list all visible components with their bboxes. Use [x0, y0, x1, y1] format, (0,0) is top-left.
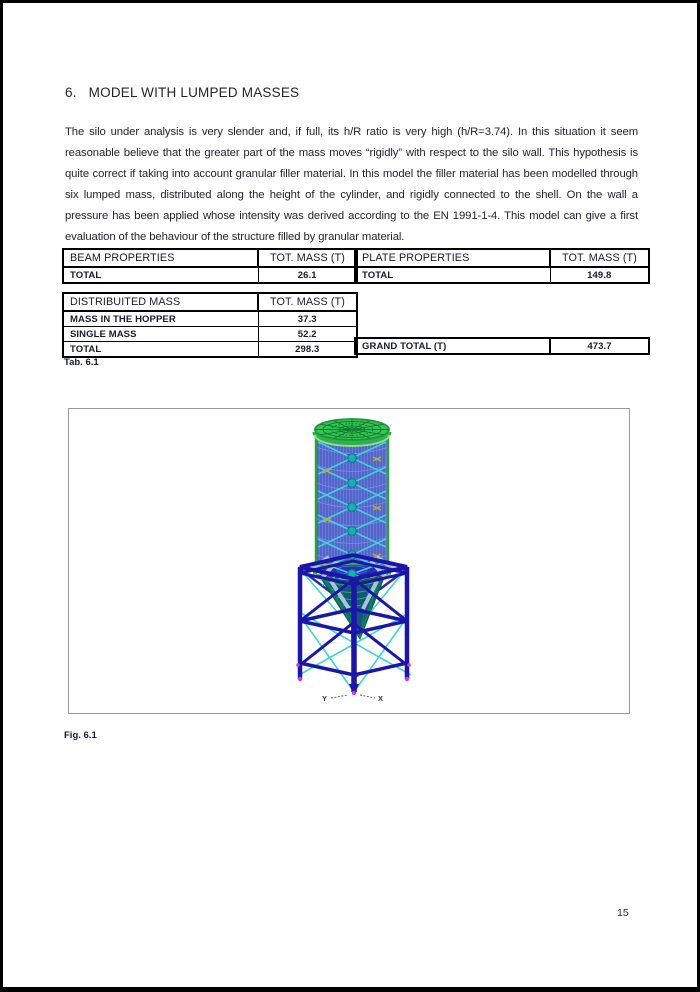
plate-total-value: 149.8: [550, 267, 649, 283]
dist-total-label: TOTAL: [63, 342, 258, 358]
figure-6-1-frame: [68, 408, 630, 714]
table-row: [355, 267, 649, 283]
section-heading: [65, 85, 299, 100]
axis-z-label: z: [356, 673, 359, 679]
table-row: [63, 311, 357, 327]
dist-total-value: 298.3: [258, 342, 357, 358]
beam-table-header-name: BEAM PROPERTIES: [63, 249, 258, 267]
plate-table-header-name: PLATE PROPERTIES: [355, 249, 550, 267]
beam-properties-table: [62, 248, 358, 284]
plate-table-header-mass: TOT. MASS (T): [550, 249, 649, 267]
figure-caption: Fig. 6.1: [64, 730, 97, 741]
beam-table-header-mass: TOT. MASS (T): [258, 249, 357, 267]
dist-hopper-label: MASS IN THE HOPPER: [63, 311, 258, 327]
dist-single-value: 52.2: [258, 327, 357, 342]
dist-hopper-value: 37.3: [258, 311, 357, 327]
table-row: [355, 338, 649, 354]
section-title: MODEL WITH LUMPED MASSES: [88, 85, 300, 100]
silo-fem-model-figure: [69, 409, 629, 713]
grand-total-value: 473.7: [550, 338, 649, 354]
table-caption: Tab. 6.1: [64, 357, 99, 368]
axis-x-label: X: [378, 694, 384, 703]
table-row: [63, 342, 357, 358]
beam-total-value: 26.1: [258, 267, 357, 283]
table-row: [63, 267, 357, 283]
dist-table-header-mass: TOT. MASS (T): [258, 293, 357, 311]
body-paragraph: The silo under analysis is very slender and, if full, its h/R ratio is very high (h/R=3.74). In this situation it seem reasonable believe that the greater part of the mass moves “rigidly” with respect to the silo wall. This hypothesis is quite correct if taking into account granular filler material. In this model the filler material has been modelled through six lumped mass, distributed along the height of the cylinder, and rigidly connected to the shell. On the wall a pressure has been applied whose intensity was derived according to the EN 1991-1-4. This model can give a first evaluation of the behaviour of the structure filled by granular material.: [65, 126, 638, 243]
beam-total-label: TOTAL: [63, 267, 258, 283]
section-number: 6.: [65, 85, 77, 100]
grand-total-table: [354, 337, 650, 355]
distributed-mass-table: [62, 292, 358, 358]
axis-y-label: Y: [322, 694, 328, 703]
table-row: [63, 327, 357, 342]
plate-total-label: TOTAL: [355, 267, 550, 283]
dist-single-label: SINGLE MASS: [63, 327, 258, 342]
plate-properties-table: [354, 248, 650, 284]
grand-total-label: GRAND TOTAL (T): [355, 338, 550, 354]
page-number: 15: [617, 907, 629, 919]
dist-table-header-name: DISTRIBUITED MASS: [63, 293, 258, 311]
silo-top-cap: [315, 419, 389, 446]
